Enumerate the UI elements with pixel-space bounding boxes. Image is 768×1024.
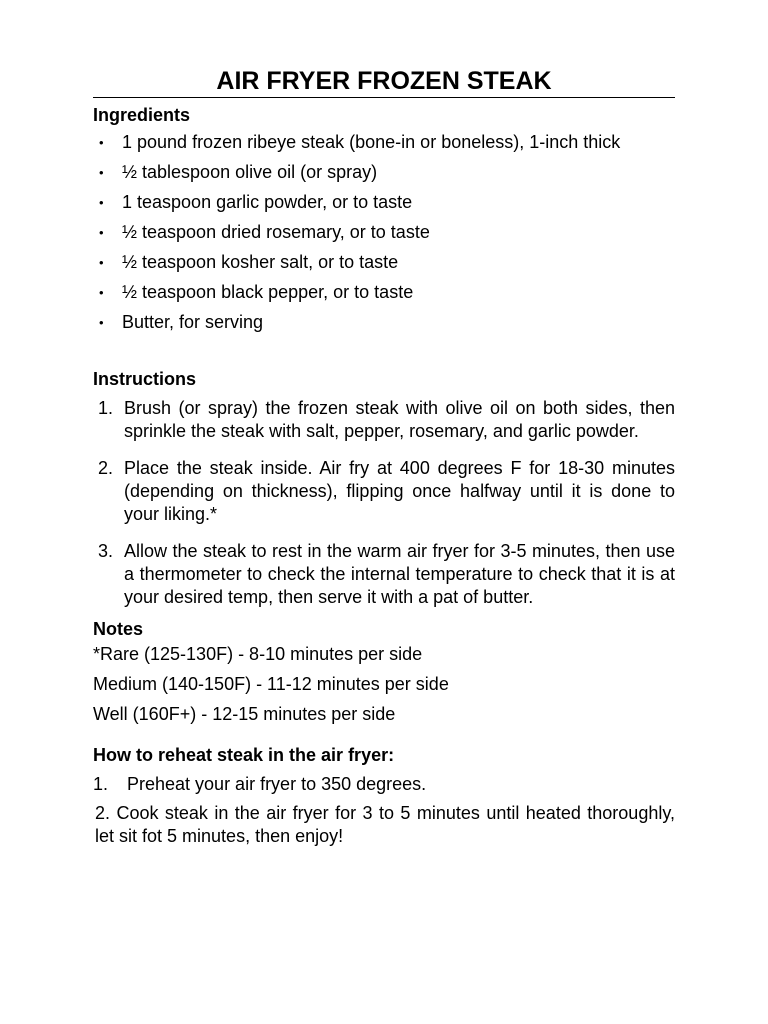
bullet-icon: • (99, 285, 104, 300)
step-text: Allow the steak to rest in the warm air fryer for 3-5 minutes, then use a thermometer to check the internal temperature to check that it is at your desired temp, then serve it with a pat of butter. (124, 541, 675, 607)
ingredient-text: ½ tablespoon olive oil (or spray) (122, 162, 378, 182)
step-text: Brush (or spray) the frozen steak with olive oil on both sides, then sprinkle the steak with salt, pepper, rosemary, and garlic powder. (124, 398, 675, 441)
step-number: 1. (98, 398, 114, 418)
step-text: Preheat your air fryer to 350 degrees. (127, 774, 427, 794)
instruction-step (93, 540, 675, 609)
note-line: Well (160F+) - 12-15 minutes per side (93, 704, 396, 724)
notes-heading: Notes (93, 619, 144, 639)
bullet-icon: • (99, 225, 104, 240)
notes-section (93, 643, 675, 726)
ingredient-text: 1 teaspoon garlic powder, or to taste (122, 192, 413, 212)
instruction-step (93, 397, 675, 443)
step-number: 1. (93, 774, 109, 794)
ingredients-list (93, 131, 675, 334)
bullet-icon: • (99, 255, 104, 270)
reheat-step: 2. Cook steak in the air fryer for 3 to 5 minutes until heated thoroughly, let sit fot 5 minutes, then enjoy! (95, 803, 675, 846)
recipe-document (93, 66, 675, 848)
instructions-list (93, 397, 675, 609)
bullet-icon: • (99, 195, 104, 210)
list-item (93, 131, 675, 154)
ingredient-text: ½ teaspoon dried rosemary, or to taste (122, 222, 430, 242)
list-item (93, 161, 675, 184)
step-number: 2. (98, 458, 114, 478)
list-item (93, 311, 675, 334)
reheat-heading: How to reheat steak in the air fryer: (93, 745, 395, 765)
ingredient-text: ½ teaspoon black pepper, or to taste (122, 282, 414, 302)
ingredient-text: Butter, for serving (122, 312, 264, 332)
bullet-icon: • (99, 165, 104, 180)
reheat-step (93, 773, 675, 796)
page-title: AIR FRYER FROZEN STEAK (93, 66, 675, 98)
instructions-heading: Instructions (93, 369, 197, 389)
ingredients-heading: Ingredients (93, 105, 191, 125)
instruction-step (93, 457, 675, 526)
ingredient-text: 1 pound frozen ribeye steak (bone-in or boneless), 1-inch thick (122, 132, 621, 152)
ingredient-text: ½ teaspoon kosher salt, or to taste (122, 252, 399, 272)
step-number: 3. (98, 541, 114, 561)
bullet-icon: • (99, 135, 104, 150)
bullet-icon: • (99, 315, 104, 330)
list-item (93, 281, 675, 304)
list-item (93, 191, 675, 214)
list-item (93, 221, 675, 244)
step-text: Place the steak inside. Air fry at 400 degrees F for 18-30 minutes (depending on thickness), flipping once halfway until it is done to your liking.* (124, 458, 675, 524)
note-line: Medium (140-150F) - 11-12 minutes per side (93, 674, 449, 694)
note-line: *Rare (125-130F) - 8-10 minutes per side (93, 644, 423, 664)
list-item (93, 251, 675, 274)
